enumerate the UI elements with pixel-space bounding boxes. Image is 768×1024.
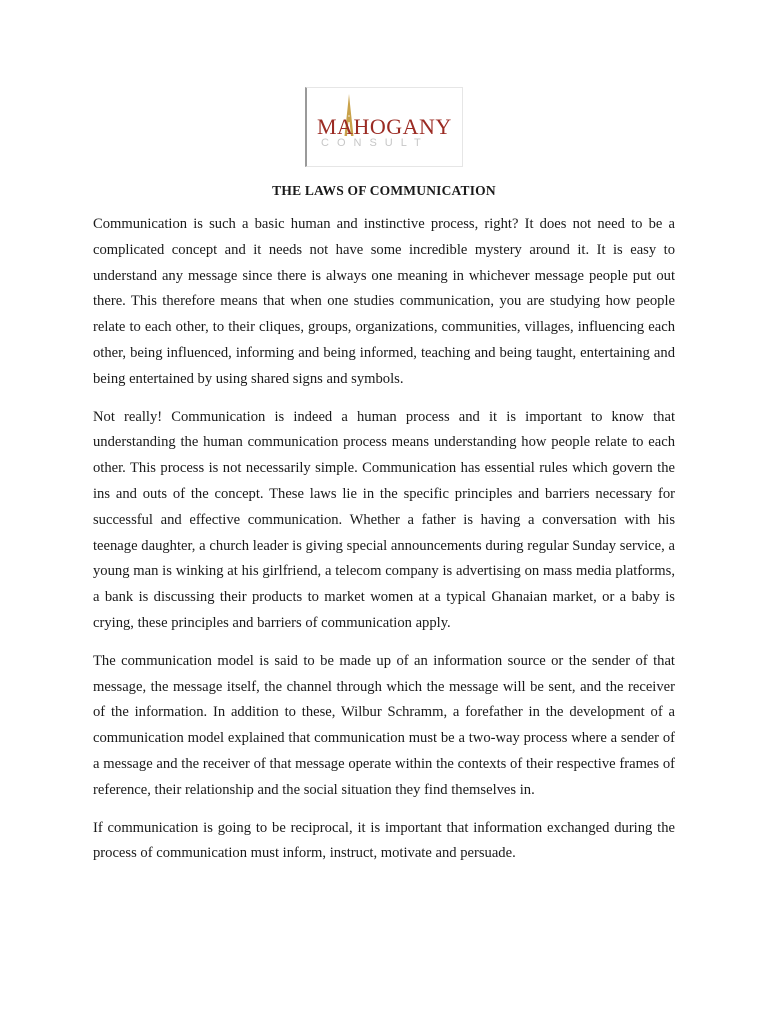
paragraph-2: Not really! Communication is indeed a human process and it is important to know that understanding the human communication process means understanding how people relate to each other. This process is not necessarily simple. Communication has essential rules which govern the ins and outs of the concept. These laws lie in the specific principles and barriers necessary for successful and effective communication. Whether a father is having a conversation with his teenage daughter, a church leader is giving special announcements during regular Sunday service, a young man is winking at his girlfriend, a telecom company is advertising on mass media platforms, a bank is discussing their products to market women at a typical Ghanaian market, or a baby is crying, these principles and barriers of communication apply. xyxy=(93,408,675,631)
paragraph-3: The communication model is said to be made up of an information source or the sender of that message, the message itself, the channel through which the message will be sent, and the receiver of the information. In addition to these, Wilbur Schramm, a forefather in the development of a communication model explained that communication must be a two-way process where a sender of a message and the receiver of that message operate within the contexts of their respective frames of reference, their relationship and the social situation they find themselves in. xyxy=(93,652,675,798)
logo-subtitle: CONSULT xyxy=(321,137,429,149)
paragraph-1: Communication is such a basic human and instinctive process, right? It does not need to be a complicated concept and it needs not have some incredible mystery around it. It is easy to understand any message since there is always one meaning in whichever message people put out there. This therefore means that when one studies communication, you are studying how people relate to each other, to their cliques, groups, organizations, communities, villages, influencing each other, being influenced, informing and being informed, teaching and being taught, entertaining and being entertained by using shared signs and symbols. xyxy=(93,216,675,387)
company-logo xyxy=(305,87,463,167)
paragraph-4: If communication is going to be reciprocal, it is important that information exchanged during the process of communication must inform, instruct, motivate and persuade. xyxy=(93,819,675,862)
logo-wordmark: MAHOGANY xyxy=(317,114,452,139)
document-title: THE LAWS OF COMMUNICATION xyxy=(272,183,496,198)
document-body xyxy=(93,212,675,879)
